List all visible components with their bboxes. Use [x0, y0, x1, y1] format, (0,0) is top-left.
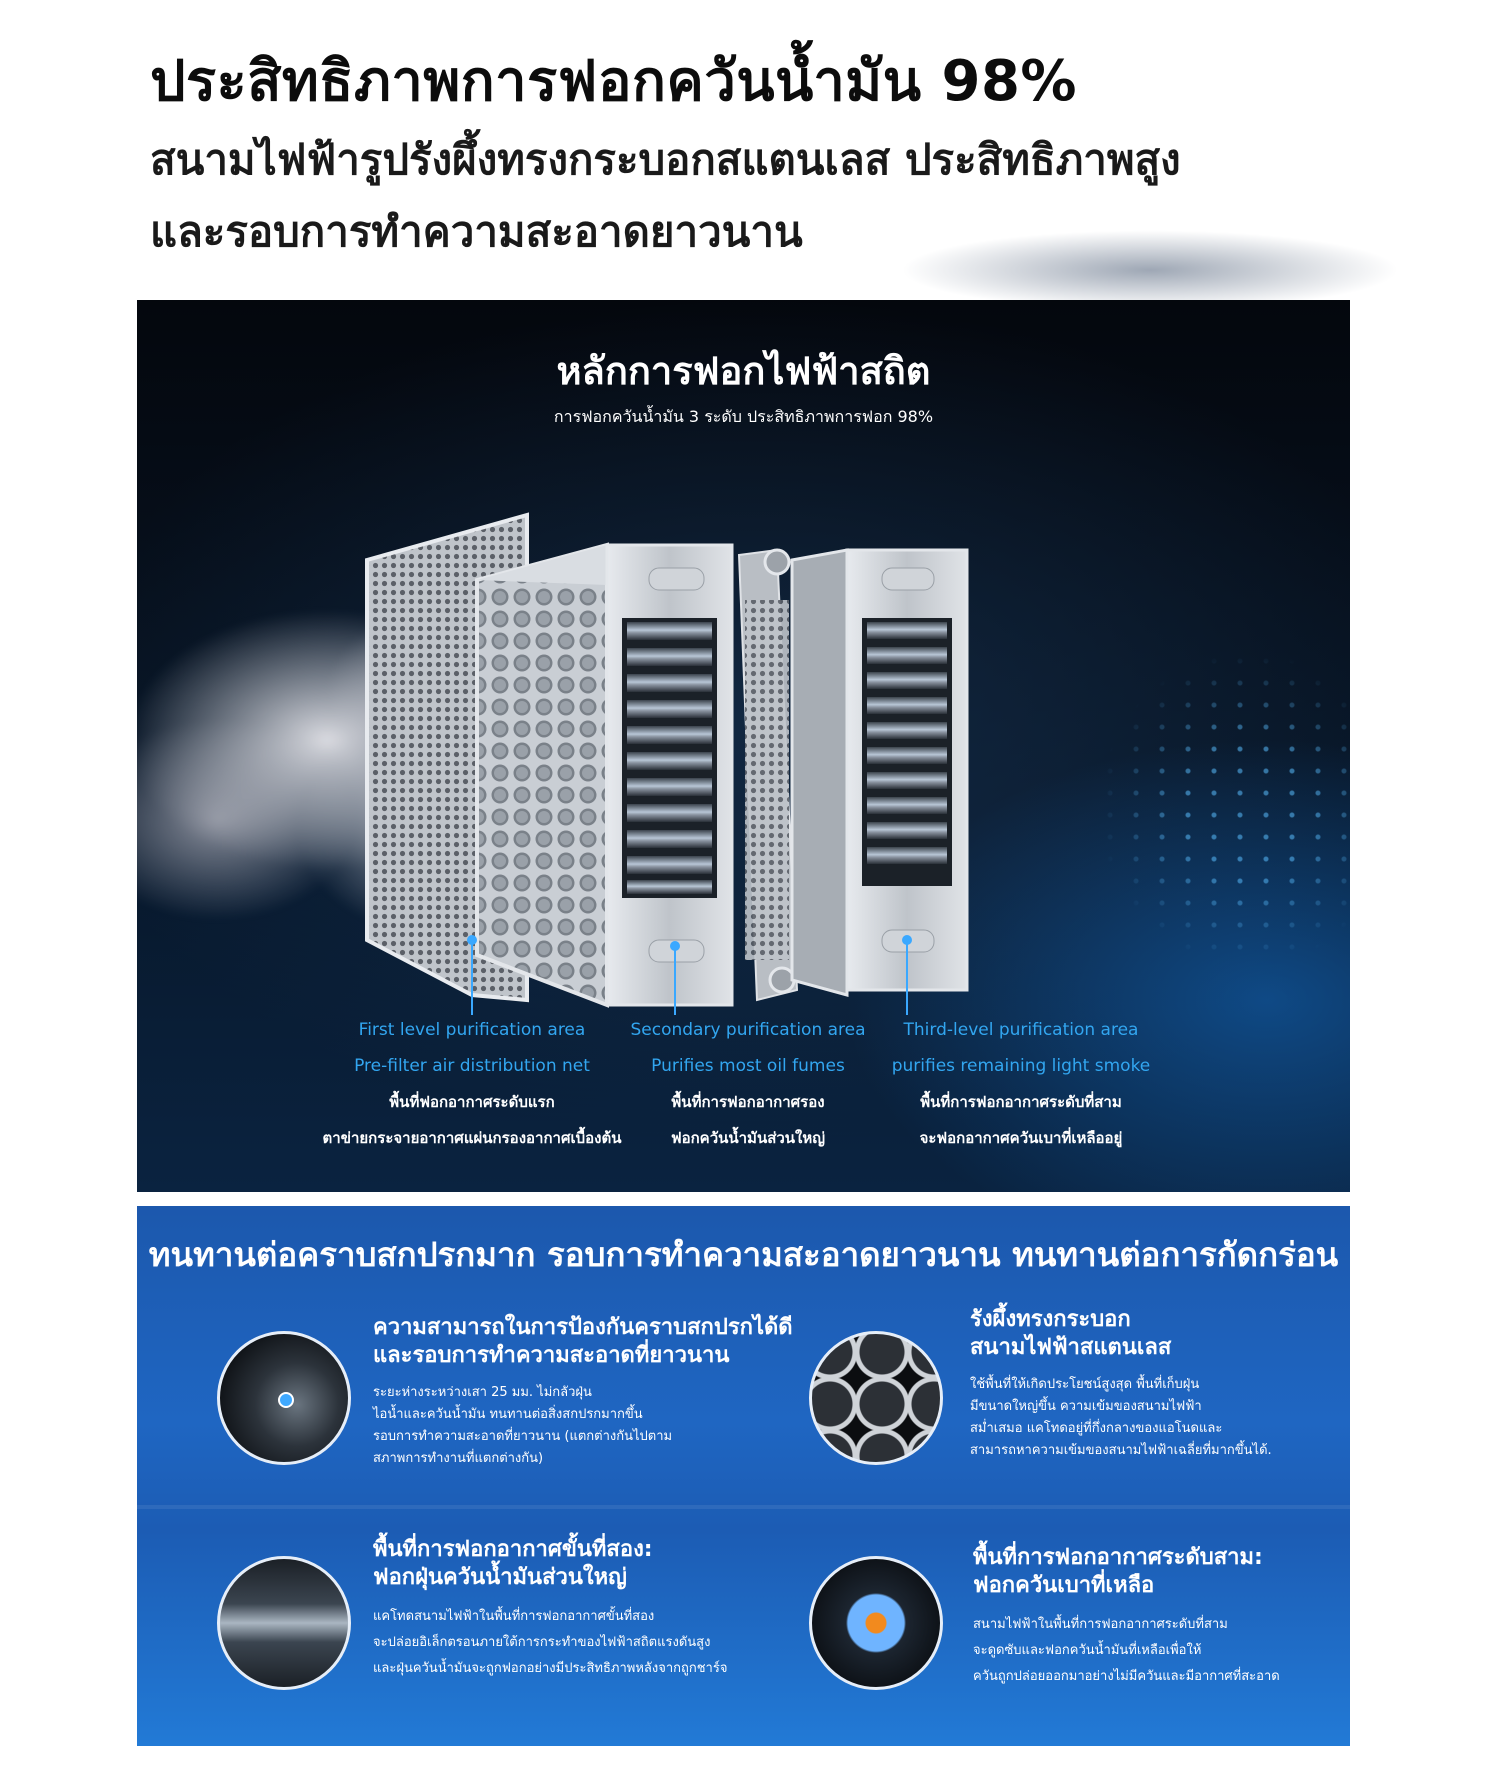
stage-2-en-desc: Purifies most oil fumes	[651, 1056, 845, 1076]
feature-4-title-line1: พื้นที่การฟอกอากาศระดับสาม:	[973, 1545, 1263, 1570]
stage-3-th-title: พื้นที่การฟอกอากาศระดับที่สาม	[920, 1093, 1122, 1111]
feature-4-desc: สนามไฟฟ้าในพื้นที่การฟอกอากาศระดับที่สาม จะดูดซับและฟอกควันน้ำมันที่เหลือเพื่อให้ ควันถูกปล่อยออกมาอย่างไม่มีควันและมีอากาศที่สะอาด	[973, 1617, 1280, 1684]
principle-subtitle: การฟอกควันน้ำมัน 3 ระดับ ประสิทธิภาพการฟอก 98%	[553, 407, 934, 426]
stage-2-th-title: พื้นที่การฟอกอากาศรอง	[671, 1093, 825, 1111]
stage-2-en-title: Secondary purification area	[630, 1020, 866, 1040]
page-subtitle-line2: และรอบการทำความสะอาดยาวนาน	[150, 207, 803, 256]
stage-3-en-desc: purifies remaining light smoke	[891, 1056, 1151, 1076]
stage-3-caption	[861, 1012, 1181, 1156]
feature-1-title-line1: ความสามารถในการป้องกันคราบสกปรกได้ดี	[373, 1315, 793, 1340]
stage-3-th-desc: จะฟอกอากาศควันเบาที่เหลืออยู่	[919, 1129, 1123, 1147]
feature-1-title-line2: และรอบการทำความสะอาดที่ยาวนาน	[373, 1343, 730, 1368]
electric-field-icon	[217, 1556, 351, 1690]
feature-2-title-line2: สนามไฟฟ้าสแตนเลส	[970, 1335, 1172, 1360]
honeycomb-icon	[809, 1331, 943, 1465]
feature-4-title-line2: ฟอกควันเบาที่เหลือ	[973, 1573, 1155, 1598]
feature-2-desc: ใช้พื้นที่ให้เกิดประโยชน์สูงสุด พื้นที่เก็บฝุ่น มีขนาดใหญ่ขึ้น ความเข้มของสนามไฟฟ้า สม่ำเสมอ แคโทดอยู่ที่กึ่งกลางของแอโนดและ สามารถหาความเข้มของสนามไฟฟ้าเฉลี่ยที่มากขึ้นได้.	[970, 1377, 1272, 1458]
stage-2-th-desc: ฟอกควันน้ำมันส่วนใหญ่	[670, 1129, 826, 1147]
feature-third-area	[973, 1544, 1333, 1690]
feature-3-desc: แคโทดสนามไฟฟ้าในพื้นที่การฟอกอากาศขั้นที่สอง จะปล่อยอิเล็กตรอนภายใต้การกระทำของไฟฟ้าสถิตแรงดันสูง และฝุ่นควันน้ำมันจะถูกฟอกอย่างมีประสิทธิภาพหลังจากถูกชาร์จ	[373, 1609, 728, 1676]
stage-1-en-desc: Pre-filter air distribution net	[354, 1056, 590, 1076]
stage-3-en-title: Third-level purification area	[903, 1020, 1139, 1040]
features-row-divider	[137, 1505, 1350, 1509]
stage-1-th-title: พื้นที่ฟอกอากาศระดับแรก	[389, 1093, 555, 1111]
header-shadow-glow	[900, 230, 1400, 310]
features-panel	[137, 1206, 1350, 1746]
feature-2-title-line1: รังผึ้งทรงกระบอก	[970, 1307, 1131, 1332]
feature-3-title-line2: ฟอกฝุ่นควันน้ำมันส่วนใหญ่	[373, 1565, 627, 1590]
stage-captions	[137, 300, 1350, 1192]
stage-1-en-title: First level purification area	[358, 1020, 586, 1040]
feature-secondary-area	[373, 1536, 793, 1682]
page-title: ประสิทธิภาพการฟอกควันน้ำมัน 98%	[150, 49, 1078, 114]
pipe-cross-section-icon	[217, 1331, 351, 1465]
particle-capture-icon	[809, 1556, 943, 1690]
feature-3-title-line1: พื้นที่การฟอกอากาศขั้นที่สอง:	[373, 1537, 653, 1562]
stage-1-th-desc: ตาข่ายกระจายอากาศแผ่นกรองอากาศเบื้องต้น	[322, 1129, 622, 1147]
features-title: ทนทานต่อคราบสกปรกมาก รอบการทำความสะอาดยาวนาน ทนทานต่อการกัดกร่อน	[148, 1235, 1339, 1274]
feature-1-desc: ระยะห่างระหว่างเสา 25 มม. ไม่กลัวฝุ่น ไอน้ำและควันน้ำมัน ทนทานต่อสิ่งสกปรกมากขึ้น รอบการทำความสะอาดที่ยาวนาน (แตกต่างกันไปตาม สภาพการทำงานที่แตกต่างกัน)	[373, 1385, 673, 1466]
feature-honeycomb-field	[970, 1306, 1330, 1462]
page-subtitle-line1: สนามไฟฟ้ารูปรังผึ้งทรงกระบอกสแตนเลส ประสิทธิภาพสูง	[150, 135, 1181, 184]
principle-title: หลักการฟอกไฟฟ้าสถิต	[556, 349, 931, 393]
stage-1-caption	[312, 1012, 632, 1156]
stage-2-caption	[588, 1012, 908, 1156]
principle-panel	[137, 300, 1350, 1192]
feature-antifouling	[373, 1314, 793, 1470]
